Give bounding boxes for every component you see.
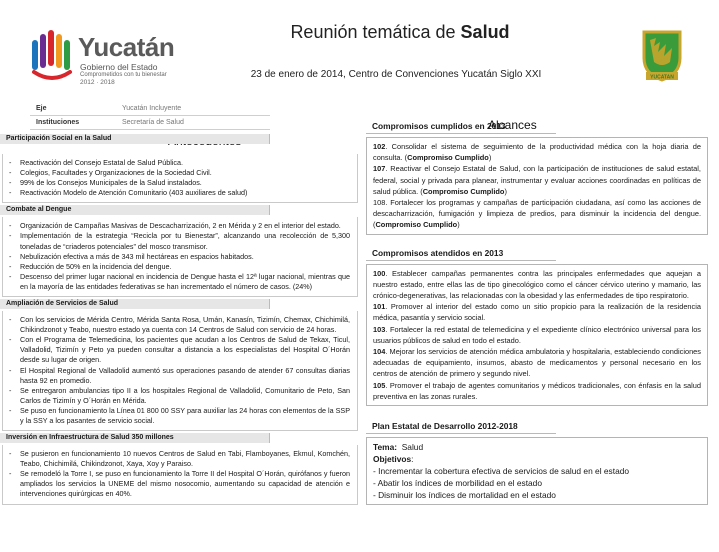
atendidos-heading: Compromisos atendidos en 2013 xyxy=(372,247,504,258)
commitment-status: Compromiso Cumplido xyxy=(407,153,489,163)
list-item: - Reactivación del Consejo Estatal de Salud Pública. xyxy=(9,158,350,168)
list-item: - 99% de los Consejos Municipales de la Salud instalados. xyxy=(9,178,350,188)
alcances-column xyxy=(366,118,708,505)
title-bold: Salud xyxy=(460,22,510,42)
heading-rule xyxy=(366,133,556,134)
objetivos-label: Objetivos xyxy=(373,454,412,465)
commitment-item xyxy=(373,197,701,231)
commitment-text: . Establecer campañas permanentes contra las principales enfermedades que aquejan a nuestro estado, entre ellas las de tipo ginecológico como el cáncer cérvico uterino y mamario, las crónico-degenerativas, las relacionadas con la obesidad y las enfermedades de tipo respiratorio. xyxy=(373,268,701,301)
shield-label: YUCATAN xyxy=(650,74,674,81)
list-item: - Se puso en funcionamiento la Línea 01 800 00 SSY para auxiliar las 24 horas con elementos de la SSP y la SSY a los pasantes de servicio social. xyxy=(9,406,350,426)
tema-label: Tema: xyxy=(373,442,398,453)
commitment-item xyxy=(373,268,701,302)
commitment-number: 100 xyxy=(373,268,386,278)
commitment-number: 107 xyxy=(373,164,386,174)
meta-row xyxy=(30,116,270,130)
commitment-item xyxy=(373,380,701,402)
list-item: - Se remodeló la Torre I, se puso en funcionamiento la Torre II del Hospital O´Horán, quirófanos y fueron ampliados los servicios la UNEME del mismo nosocomio, aumentando su capacidad de atención e intervenciones quirúrgicas en 40%. xyxy=(9,469,350,499)
section-body xyxy=(2,311,358,431)
commitment-close: ) xyxy=(504,186,507,196)
meta-table xyxy=(30,102,270,130)
commitment-item xyxy=(373,346,701,380)
page-subtitle: 23 de enero de 2014, Centro de Convenciones Yucatán Siglo XXI xyxy=(250,69,542,80)
commitment-status: Compromiso Cumplido xyxy=(422,186,505,196)
plan-objetivos: Objetivos: xyxy=(373,454,414,465)
list-item: - Descenso del primer lugar nacional en incidencia de Dengue hasta el 12ª lugar nacional, mientras que en la mayoría de las entidades federativas se han incrementado el número de casos. (24%) xyxy=(9,272,350,292)
logo-line-2: Comprometidos con tu bienestar xyxy=(80,72,167,78)
commitment-text: . Reactivar el Consejo Estatal de Salud, con la participación de instituciones de salud estatal, federal, social y privada para planear, instrumentar y evaluar acciones coordinadas en políticas de salud pública. ( xyxy=(373,164,701,196)
section-heading: Ampliación de Servicios de Salud xyxy=(0,299,270,309)
commitment-text: . Mejorar los servicios de atención médica ambulatoria y hospitalaria, estableciendo condiciones adecuadas de equipamiento, insumos, abasto de medicamentos y personal necesario en los centros de atención de primero y segundo nivel. xyxy=(373,347,701,379)
section-body xyxy=(2,154,358,203)
section-heading: Combate al Dengue xyxy=(0,205,270,215)
heading-rule xyxy=(366,260,556,261)
plan-box xyxy=(366,437,708,505)
yucatan-shield-icon xyxy=(640,28,684,82)
list-item: - Con el Programa de Telemedicina, los pacientes que acudan a los Centros de Salud de Tekax, Ticul, Valladolid, Tizimín y Peto ya pueden consultar a distancia a los especialistas del Hospital O´Horán desde su lugar de origen. xyxy=(9,335,350,365)
logo-wordmark: Yucatán xyxy=(78,32,175,62)
list-item: - Reducción de 50% en la incidencia del dengue. xyxy=(9,262,350,272)
antecedentes-column xyxy=(0,134,360,507)
commitment-close: ) xyxy=(457,220,460,230)
logo-line-3: 2012 · 2018 xyxy=(80,79,115,86)
commitment-text: . Fortalecer la red estatal de telemedicina y el expediente clínico electrónico universal para los usuarios públicos de salud en todo el estado. xyxy=(373,324,701,345)
cumplidos-heading: Compromisos cumplidos en 2013 xyxy=(372,121,506,131)
section-body xyxy=(2,445,358,504)
list-item: - Nebulización efectiva a más de 343 mil hectáreas en espacios habitados. xyxy=(9,252,350,262)
meta-key: Instituciones xyxy=(36,119,80,126)
plan-heading: Plan Estatal de Desarrollo 2012-2018 xyxy=(372,421,518,432)
list-item: - El Hospital Regional de Valladolid aumentó sus operaciones pasando de atender 67 consultas diarias hasta 92 en promedio. xyxy=(9,366,350,386)
list-item: - Colegios, Facultades y Organizaciones de la Sociedad Civil. xyxy=(9,168,350,178)
objetivo-item: - Incrementar la cobertura efectiva de servicios de salud en el estado xyxy=(373,466,630,477)
commitment-number: 102 xyxy=(373,142,386,151)
section-body xyxy=(2,217,358,297)
commitment-number: 101 xyxy=(373,302,386,312)
list-item: - Reactivación Modelo de Atención Comunitario (403 auxiliares de salud) xyxy=(9,188,350,198)
commitment-item xyxy=(373,324,701,346)
section-heading: Participación Social en la Salud xyxy=(0,134,270,144)
meta-value: Yucatán Incluyente xyxy=(122,105,182,112)
commitment-number: 105 xyxy=(373,380,386,390)
objetivo-item: - Abatir los índices de morbilidad en el estado xyxy=(373,478,542,489)
cumplidos-box xyxy=(366,137,708,235)
commitment-number: 103 xyxy=(373,324,386,334)
meta-row xyxy=(30,102,270,116)
atendidos-box xyxy=(366,264,708,406)
list-item: - Implementación de la estrategia “Recicla por tu Bienestar”, alcanzando una recolección de 5,300 toneladas de “criaderos potenciales” del mosco transmisor. xyxy=(9,231,350,251)
list-item: - Organización de Campañas Masivas de Descacharrización, 2 en Mérida y 2 en el interior del estado. xyxy=(9,221,350,231)
commitment-item xyxy=(373,301,701,323)
title-prefix: Reunión temática de xyxy=(290,22,461,42)
commitment-text: 108. Fortalecer los programas y campañas de participación ciudadana, así como las acciones de descacharrización, fumigación y limpieza de predios, para disminuir la incidencia del dengue. ( xyxy=(373,198,701,230)
commitment-number: 104 xyxy=(373,347,386,357)
plan-tema xyxy=(373,441,701,453)
list-item: - Se pusieron en funcionamiento 10 nuevos Centros de Salud en Tabi, Flamboyanes, Ekmul, Komchén, Teabo, Chichimilá, Chikindzonot, Xaya, Xoy y Paraiso. xyxy=(9,449,350,469)
list-item: - Se entregaron ambulancias tipo II a los hospitales Regional de Valladolid, Comunitario de Peto, San Carlos de Tizimín y O´Horán en Mérida. xyxy=(9,386,350,406)
logo-line-1: Gobierno del Estado xyxy=(80,62,158,72)
yucatan-logo xyxy=(30,26,190,102)
commitment-item xyxy=(373,163,701,197)
commitment-close: ) xyxy=(488,153,492,163)
heading-rule xyxy=(366,433,556,434)
meta-value: Secretaría de Salud xyxy=(122,119,184,126)
page-title xyxy=(240,22,560,43)
list-item: - Con los servicios de Mérida Centro, Mérida Santa Rosa, Umán, Kanasín, Tizimín, Chemax, Chichimilá, Chikindzonot y Teabo, nuestro estado ya cuenta con 14 Centros de Salud con servicio de 24 horas. xyxy=(9,315,350,335)
commitment-status: Compromiso Cumplido xyxy=(375,220,458,230)
commitment-item xyxy=(373,141,701,163)
meta-key: Eje xyxy=(36,105,47,112)
commitment-text: . Promover al interior del estado como un sitio propicio para la realización de la residencia médica, pasantía y servicio social. xyxy=(373,302,701,323)
section-heading: Inversión en Infraestructura de Salud 350 millones xyxy=(0,433,270,443)
column-heading-alcances: Alcances xyxy=(488,118,537,132)
tema-value: Salud xyxy=(401,442,424,453)
commitment-text: . Promover el trabajo de agentes comunitarios y médicos tradicionales, con énfasis en la salud preventiva en las zonas rurales. xyxy=(373,380,701,401)
commitment-text: . Consolidar el sistema de seguimiento de la productividad médica con la hoja diaria de consulta. ( xyxy=(373,142,701,163)
yucatan-logo-mark-icon xyxy=(30,30,74,84)
objetivo-item: - Disminuir los índices de mortalidad en el estado xyxy=(373,490,556,501)
